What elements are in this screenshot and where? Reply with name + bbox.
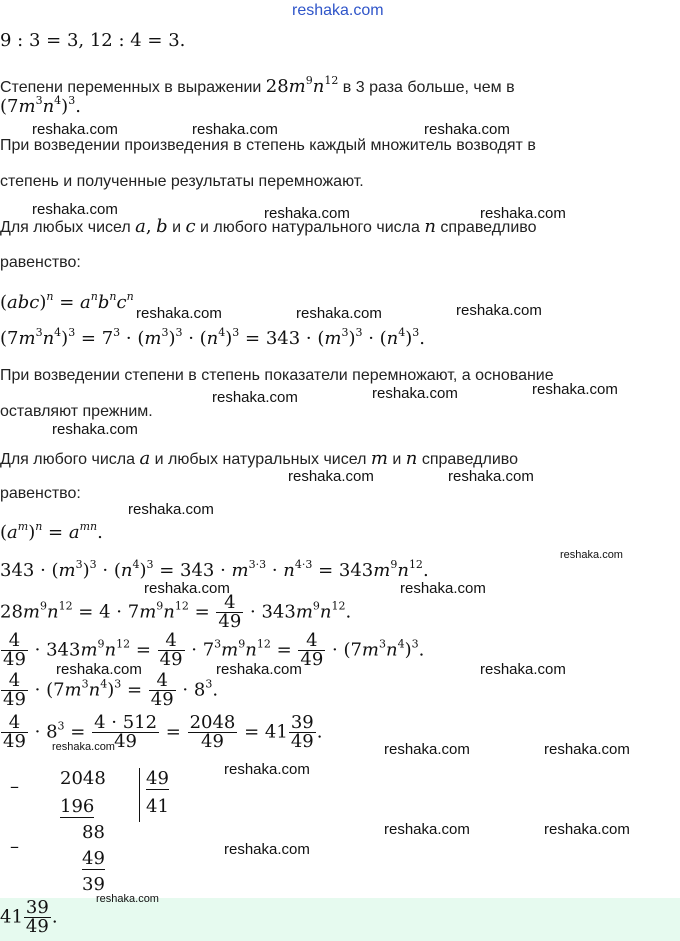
watermark: reshaka.com <box>296 305 382 322</box>
fraction-line-2: $\frac{4}{49}$ · $(7m^3n^4)^3$ = $\frac{4}{49}$ · $8^3$. <box>3 670 219 710</box>
identity-power-of-power: $(a^m)^n = a^{mn}$. <box>0 520 103 543</box>
rule3-line2: оставляют прежним. <box>0 403 153 420</box>
watermark: reshaka.com <box>532 381 618 398</box>
watermark: reshaka.com <box>480 205 566 222</box>
ratio-line: 9 : 3 = 3, 12 : 4 = 3. <box>0 30 186 51</box>
rule1-line2: степень и полученные результаты перемножают. <box>0 173 364 190</box>
rule2-line2: равенство: <box>0 254 81 271</box>
watermark: reshaka.com <box>96 893 159 905</box>
watermark: reshaka.com <box>192 121 278 138</box>
watermark: reshaka.com <box>456 302 542 319</box>
rule1-line1: При возведении произведения в степень каждый множитель возводят в <box>0 137 536 154</box>
watermark: reshaka.com <box>32 201 118 218</box>
rule3-line1: При возведении степени в степень показатели перемножают, а основание <box>0 367 554 384</box>
division-subtrahend-2: 49 <box>82 848 105 869</box>
paragraph-degree-compare <box>0 76 515 97</box>
watermark: reshaka.com <box>384 741 470 758</box>
watermark: reshaka.com <box>136 305 222 322</box>
decomposition-line: $28m^9n^{12} = 4 \cdot 7m^9n^{12}$ = $\frac{4}{49}$ · $343m^9n^{12}$. <box>0 592 352 632</box>
watermark: reshaka.com <box>288 468 374 485</box>
watermark: reshaka.com <box>264 205 350 222</box>
watermark: reshaka.com <box>424 121 510 138</box>
rule2-line1: Для любых чисел a, b и c и любого натурального числа n справедливо <box>0 216 537 237</box>
fraction-line-3: $\frac{4}{49}$ · $8^3$ = $\frac{4 \cdot 512}{49}$ = $\frac{2048}{49}$ = 41 $\frac{39}{49}$ . <box>3 712 323 752</box>
watermark: reshaka.com <box>384 821 470 838</box>
division-quotient: 41 <box>146 796 169 817</box>
watermark: reshaka.com <box>52 421 138 438</box>
watermark: reshaka.com <box>216 661 302 678</box>
watermark: reshaka.com <box>400 580 486 597</box>
division-subtrahend-1: 196 <box>60 796 95 817</box>
watermark: reshaka.com <box>544 741 630 758</box>
division-minus-2: – <box>10 836 19 857</box>
watermark: reshaka.com <box>128 501 214 518</box>
watermark: reshaka.com <box>448 468 534 485</box>
watermark: reshaka.com <box>224 841 310 858</box>
site-watermark-top[interactable]: reshaka.com <box>292 2 384 19</box>
para1-text-a: Степени переменных в выражении <box>0 79 262 96</box>
division-divisor: 49 <box>146 768 169 789</box>
watermark: reshaka.com <box>372 385 458 402</box>
rule4-line1: Для любого числа a и любых натуральных чисел m и n справедливо <box>0 448 518 469</box>
watermark: reshaka.com <box>52 741 115 753</box>
watermark: reshaka.com <box>480 661 566 678</box>
para1-expression-2: $(7m^3n^4)^3$. <box>0 94 81 117</box>
fraction-line-1: $\frac{4}{49}$ · $343m^9n^{12}$ = $\frac{4}{49}$ · $7^3m^9n^{12}$ = $\frac{4}{49}$ · $(7m^3n^4)^3$. <box>3 630 425 670</box>
division-vertical-bar <box>139 768 140 822</box>
para1-text-b: в 3 раза больше, чем в <box>342 79 515 96</box>
division-remainder: 39 <box>82 874 105 895</box>
division-minus-1: – <box>10 776 19 797</box>
division-remainder-step: 88 <box>82 822 105 843</box>
rule4-line2: равенство: <box>0 485 81 502</box>
expansion-line: $(7m^3n^4)^3 = 7^3 \cdot (m^3)^3 \cdot (n^4)^3 = 343 \cdot (m^3)^3 \cdot (n^4)^3$. <box>0 326 426 349</box>
watermark: reshaka.com <box>224 761 310 778</box>
watermark: reshaka.com <box>32 121 118 138</box>
division-dividend: 2048 <box>60 768 106 789</box>
watermark: reshaka.com <box>544 821 630 838</box>
watermark: reshaka.com <box>212 389 298 406</box>
identity-product-power: $(abc)^n = a^nb^nc^n$ <box>0 290 134 313</box>
watermark: reshaka.com <box>560 549 623 561</box>
answer: 41 $\frac{39}{49}$ . <box>0 897 58 937</box>
watermark: reshaka.com <box>144 580 230 597</box>
para1-expression: $28m^9n^{12}$ <box>265 74 339 97</box>
simplified-line: $343 \cdot (m^3)^3 \cdot (n^4)^3 = 343 \cdot m^{3\cdot 3} \cdot n^{4\cdot 3} = 343m^9n^{12}$. <box>0 558 429 581</box>
watermark: reshaka.com <box>56 661 142 678</box>
